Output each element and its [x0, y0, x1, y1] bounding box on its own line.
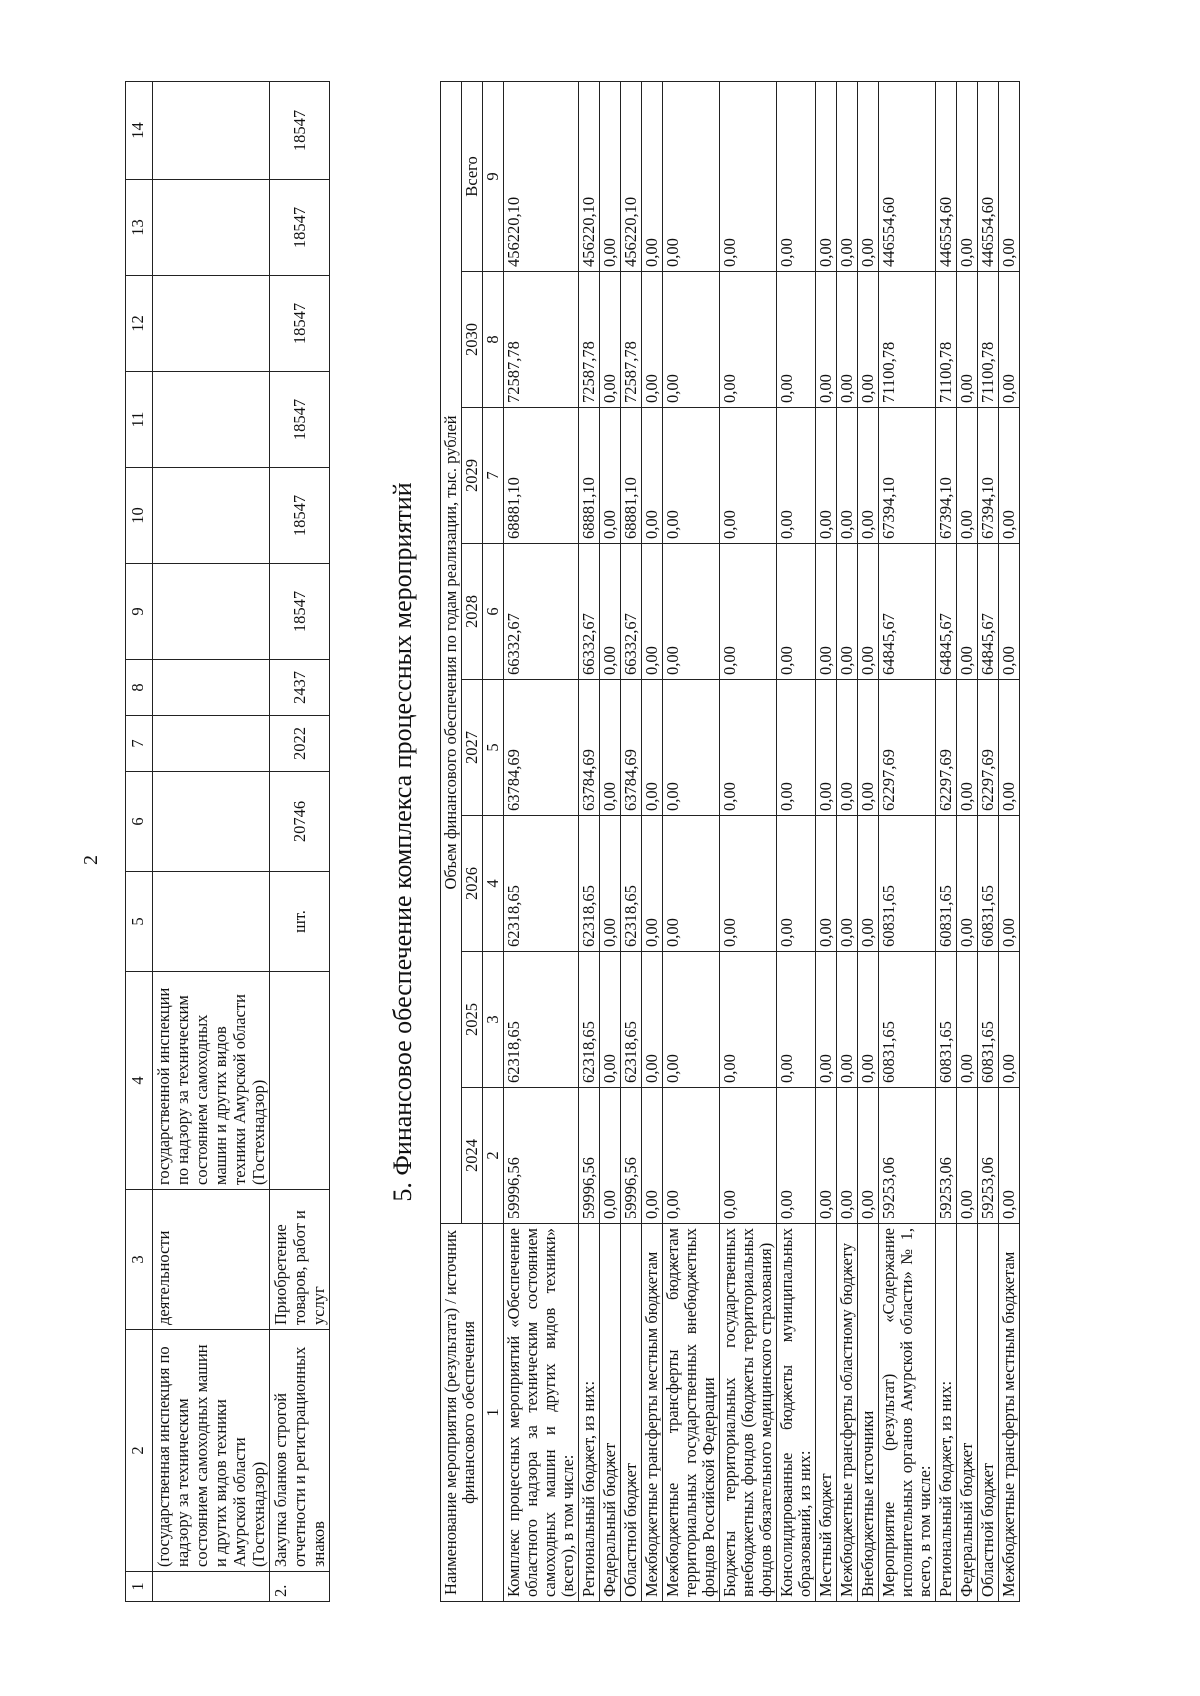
table-row — [999, 81, 1020, 1601]
row-number-cell: 2. — [270, 1572, 330, 1602]
row-value-cell: 59996,56 — [621, 1088, 642, 1224]
row-value-cell: 0,00 — [642, 81, 663, 271]
table-row — [270, 82, 330, 1602]
row-value-cell: 62318,65 — [579, 952, 600, 1088]
row-value-cell: 0,00 — [957, 544, 978, 680]
row-value-cell: 0,00 — [837, 680, 858, 816]
year-header-cell: 2025 — [462, 952, 483, 1088]
row-value-cell: 0,00 — [777, 408, 816, 544]
row-value-cell: 0,00 — [600, 952, 621, 1088]
column-number-cell: 6 — [483, 544, 504, 680]
column-number-cell: 3 — [483, 952, 504, 1088]
row-type-cell: Приобретение товаров, работ и услуг — [270, 1190, 330, 1330]
row-value-cell: 0,00 — [642, 544, 663, 680]
row-value-cell: 62297,69 — [936, 680, 957, 816]
row-value-cell: 456220,10 — [579, 81, 600, 271]
row-value-cell: 0,00 — [858, 544, 879, 680]
row-value-cell — [153, 82, 270, 180]
row-value-cell: 0,00 — [663, 952, 720, 1088]
row-value-cell: 0,00 — [837, 408, 858, 544]
row-value-cell: 2022 — [270, 716, 330, 772]
row-value-cell: 63784,69 — [579, 680, 600, 816]
row-value-cell: 71100,78 — [936, 272, 957, 408]
table-row — [720, 81, 777, 1601]
row-value-cell: 62318,65 — [621, 952, 642, 1088]
row-value-cell: 71100,78 — [978, 272, 999, 408]
row-value-cell: 64845,67 — [936, 544, 957, 680]
row-value-cell: 0,00 — [600, 1088, 621, 1224]
column-number-cell: 4 — [483, 816, 504, 952]
row-value-cell: 66332,67 — [504, 544, 579, 680]
row-value-cell: 0,00 — [999, 408, 1020, 544]
row-value-cell: 0,00 — [600, 81, 621, 271]
row-value-cell: 0,00 — [999, 952, 1020, 1088]
row-value-cell: 60831,65 — [879, 816, 936, 952]
year-header-cell: 2027 — [462, 680, 483, 816]
row-value-cell: 0,00 — [600, 680, 621, 816]
row-value-cell: 0,00 — [816, 952, 837, 1088]
row-value-cell: 446554,60 — [879, 81, 936, 271]
indicators-table — [125, 81, 330, 1602]
table-row — [504, 81, 579, 1601]
row-value-cell — [153, 180, 270, 276]
row-value-cell: 66332,67 — [579, 544, 600, 680]
row-value-cell: 0,00 — [720, 408, 777, 544]
financing-table — [440, 81, 1020, 1602]
row-value-cell — [153, 716, 270, 772]
row-value-cell: 66332,67 — [621, 544, 642, 680]
row-value-cell: 0,00 — [858, 952, 879, 1088]
table-row — [600, 81, 621, 1601]
row-value-cell: 0,00 — [999, 816, 1020, 952]
column-number-cell: 4 — [126, 972, 153, 1190]
row-value-cell: 2437 — [270, 660, 330, 716]
row-name-cell: Областной бюджет — [621, 1224, 642, 1602]
row-value-cell: 68881,10 — [621, 408, 642, 544]
row-value-cell: 0,00 — [858, 272, 879, 408]
row-value-cell: 0,00 — [957, 816, 978, 952]
row-value-cell: 0,00 — [816, 680, 837, 816]
row-value-cell: 0,00 — [858, 408, 879, 544]
table-row — [837, 81, 858, 1601]
row-value-cell: 0,00 — [777, 272, 816, 408]
row-value-cell: 0,00 — [777, 680, 816, 816]
column-number-cell: 2 — [483, 1088, 504, 1224]
row-value-cell: 0,00 — [720, 1088, 777, 1224]
table-row — [936, 81, 957, 1601]
table-row — [816, 81, 837, 1601]
column-numbers-row — [483, 81, 504, 1601]
table-row — [642, 81, 663, 1601]
row-value-cell: 0,00 — [642, 1088, 663, 1224]
page-number: 2 — [80, 855, 102, 865]
row-value-cell: 0,00 — [999, 680, 1020, 816]
column-number-cell: 14 — [126, 82, 153, 180]
row-name-cell: Федеральный бюджет — [600, 1224, 621, 1602]
row-value-cell: 456220,10 — [504, 81, 579, 271]
row-name-cell: Региональный бюджет, из них: — [579, 1224, 600, 1602]
row-value-cell: 0,00 — [858, 81, 879, 271]
year-header-cell: 2029 — [462, 408, 483, 544]
row-unit-cell: шт. — [270, 872, 330, 972]
row-value-cell: 456220,10 — [621, 81, 642, 271]
row-value-cell: 0,00 — [777, 81, 816, 271]
row-value-cell: 0,00 — [816, 816, 837, 952]
row-value-cell: 446554,60 — [978, 81, 999, 271]
row-value-cell: 18547 — [270, 82, 330, 180]
row-value-cell: 59253,06 — [879, 1088, 936, 1224]
column-number-cell: 5 — [483, 680, 504, 816]
row-name-cell: Межбюджетные трансферты местным бюджетам — [642, 1224, 663, 1602]
table-row — [579, 81, 600, 1601]
row-value-cell: 60831,65 — [978, 816, 999, 952]
row-value-cell: 64845,67 — [879, 544, 936, 680]
row-value-cell: 0,00 — [837, 1088, 858, 1224]
row-value-cell: 68881,10 — [579, 408, 600, 544]
row-value-cell: 0,00 — [816, 544, 837, 680]
row-value-cell: 0,00 — [720, 544, 777, 680]
row-value-cell: 446554,60 — [936, 81, 957, 271]
row-value-cell: 18547 — [270, 180, 330, 276]
row-name-cell: Консолидированные бюджеты муниципальных образований, из них: — [777, 1224, 816, 1602]
year-header-cell: Всего — [462, 81, 483, 271]
row-value-cell: 67394,10 — [978, 408, 999, 544]
row-value-cell: 0,00 — [600, 816, 621, 952]
row-value-cell: 0,00 — [720, 272, 777, 408]
column-number-cell: 5 — [126, 872, 153, 972]
row-value-cell: 0,00 — [720, 816, 777, 952]
row-value-cell: 0,00 — [858, 1088, 879, 1224]
row-name-cell: Бюджеты территориальных государственных внебюджетных фондов (бюджеты территориальных фондов обязательного медицинского страхования) — [720, 1224, 777, 1602]
row-value-cell: 0,00 — [777, 544, 816, 680]
header-volume-cell: Объем финансового обеспечения по годам реализации, тыс. рублей — [441, 81, 462, 1223]
row-value-cell — [153, 468, 270, 564]
row-value-cell: 63784,69 — [504, 680, 579, 816]
row-value-cell: 71100,78 — [879, 272, 936, 408]
column-number-cell: 3 — [126, 1190, 153, 1330]
row-name-cell: Областной бюджет — [978, 1224, 999, 1602]
row-value-cell: 0,00 — [816, 272, 837, 408]
row-value-cell: 59996,56 — [579, 1088, 600, 1224]
row-value-cell: 60831,65 — [879, 952, 936, 1088]
row-value-cell: 62297,69 — [879, 680, 936, 816]
row-value-cell: 0,00 — [663, 816, 720, 952]
row-name-cell: Межбюджетные трансферты бюджетам территориальных государственных внебюджетных фондов Российской Федерации — [663, 1224, 720, 1602]
column-number-cell: 1 — [483, 1224, 504, 1602]
column-number-cell: 9 — [483, 81, 504, 271]
row-value-cell: 59253,06 — [936, 1088, 957, 1224]
row-value-cell: 0,00 — [642, 952, 663, 1088]
row-name-cell: Местный бюджет — [816, 1224, 837, 1602]
column-number-cell: 2 — [126, 1330, 153, 1572]
row-value-cell: 0,00 — [837, 816, 858, 952]
row-value-cell: 0,00 — [999, 1088, 1020, 1224]
row-unit-cell — [153, 872, 270, 972]
table-row — [957, 81, 978, 1601]
row-value-cell: 0,00 — [957, 272, 978, 408]
row-name-cell: Комплекс процессных мероприятий «Обеспечение областного надзора за техническим состоянием самоходных машин и других видов техники» (всего), в том числе: — [504, 1224, 579, 1602]
table-row — [777, 81, 816, 1601]
row-value-cell: 0,00 — [663, 544, 720, 680]
year-header-cell: 2030 — [462, 272, 483, 408]
row-value-cell: 0,00 — [663, 408, 720, 544]
row-value-cell: 67394,10 — [936, 408, 957, 544]
row-value-cell: 63784,69 — [621, 680, 642, 816]
row-value-cell: 72587,78 — [504, 272, 579, 408]
table-row — [153, 82, 270, 1602]
row-value-cell: 0,00 — [777, 952, 816, 1088]
row-value-cell: 18547 — [270, 564, 330, 660]
row-value-cell: 0,00 — [777, 1088, 816, 1224]
row-value-cell: 0,00 — [600, 544, 621, 680]
column-number-cell: 13 — [126, 180, 153, 276]
column-numbers-row — [126, 82, 153, 1602]
row-value-cell: 0,00 — [816, 1088, 837, 1224]
row-name-cell: Закупка бланков строгой отчетности и регистрационных знаков — [270, 1330, 330, 1572]
row-value-cell: 62318,65 — [504, 816, 579, 952]
row-value-cell: 62318,65 — [579, 816, 600, 952]
row-value-cell: 0,00 — [837, 272, 858, 408]
row-value-cell: 0,00 — [642, 680, 663, 816]
row-value-cell: 0,00 — [642, 816, 663, 952]
row-number-cell — [153, 1572, 270, 1602]
table-row — [879, 81, 936, 1601]
table-row — [858, 81, 879, 1601]
row-value-cell: 0,00 — [777, 816, 816, 952]
year-header-cell: 2024 — [462, 1088, 483, 1224]
column-number-cell: 12 — [126, 276, 153, 372]
row-value-cell: 60831,65 — [978, 952, 999, 1088]
row-value-cell: 59996,56 — [504, 1088, 579, 1224]
column-number-cell: 7 — [483, 408, 504, 544]
column-number-cell: 1 — [126, 1572, 153, 1602]
row-value-cell: 0,00 — [957, 1088, 978, 1224]
column-number-cell: 11 — [126, 372, 153, 468]
row-name-cell: Федеральный бюджет — [957, 1224, 978, 1602]
row-value-cell: 0,00 — [816, 408, 837, 544]
row-value-cell: 0,00 — [999, 544, 1020, 680]
row-value-cell: 0,00 — [600, 408, 621, 544]
row-name-cell: Мероприятие (результат) «Содержание исполнительных органов Амурской области» № 1, всего, в том числе: — [879, 1224, 936, 1602]
row-name-cell: Межбюджетные трансферты областному бюджету — [837, 1224, 858, 1602]
column-number-cell: 8 — [126, 660, 153, 716]
year-header-cell: 2026 — [462, 816, 483, 952]
row-value-cell — [153, 772, 270, 872]
year-header-cell: 2028 — [462, 544, 483, 680]
row-name-cell: Внебюджетные источники — [858, 1224, 879, 1602]
row-name-cell: Межбюджетные трансферты местным бюджетам — [999, 1224, 1020, 1602]
row-name-cell: Региональный бюджет, из них: — [936, 1224, 957, 1602]
column-number-cell: 10 — [126, 468, 153, 564]
row-value-cell: 0,00 — [720, 81, 777, 271]
row-value-cell: 0,00 — [957, 81, 978, 271]
header-name-cell: Наименование мероприятия (результата) / источник финансового обеспечения — [441, 1224, 483, 1602]
row-responsible-cell — [270, 972, 330, 1190]
row-value-cell: 60831,65 — [936, 952, 957, 1088]
row-value-cell: 60831,65 — [936, 816, 957, 952]
row-name-cell: (государственная инспекция по надзору за техническим состоянием самоходных машин и других видов техники Амурской области (Гостехнадзор) — [153, 1330, 270, 1572]
row-value-cell: 0,00 — [957, 952, 978, 1088]
row-value-cell: 0,00 — [663, 680, 720, 816]
row-value-cell: 0,00 — [858, 816, 879, 952]
row-value-cell: 18547 — [270, 468, 330, 564]
row-value-cell: 0,00 — [600, 272, 621, 408]
row-value-cell: 68881,10 — [504, 408, 579, 544]
row-value-cell: 0,00 — [720, 952, 777, 1088]
row-value-cell — [153, 276, 270, 372]
row-value-cell: 0,00 — [663, 1088, 720, 1224]
row-value-cell: 0,00 — [642, 272, 663, 408]
row-value-cell: 0,00 — [663, 81, 720, 271]
row-value-cell: 0,00 — [957, 408, 978, 544]
row-value-cell — [153, 564, 270, 660]
row-value-cell: 67394,10 — [879, 408, 936, 544]
row-value-cell: 0,00 — [816, 81, 837, 271]
row-value-cell: 18547 — [270, 372, 330, 468]
row-value-cell: 64845,67 — [978, 544, 999, 680]
table-row — [621, 81, 642, 1601]
row-type-cell: деятельности — [153, 1190, 270, 1330]
row-value-cell: 62318,65 — [621, 816, 642, 952]
rotated-sheet — [20, 50, 1120, 1650]
row-value-cell: 0,00 — [858, 680, 879, 816]
row-responsible-cell: государственной инспекции по надзору за техническим состоянием самоходных машин и других видов техники Амурской области (Гостехнадзор) — [153, 972, 270, 1190]
row-value-cell: 0,00 — [837, 544, 858, 680]
row-value-cell — [153, 660, 270, 716]
row-value-cell: 0,00 — [837, 81, 858, 271]
table-row — [978, 81, 999, 1601]
row-value-cell: 0,00 — [720, 680, 777, 816]
row-value-cell: 0,00 — [957, 680, 978, 816]
row-value-cell: 18547 — [270, 276, 330, 372]
row-value-cell: 0,00 — [642, 408, 663, 544]
row-value-cell: 72587,78 — [621, 272, 642, 408]
column-number-cell: 6 — [126, 772, 153, 872]
row-value-cell: 62318,65 — [504, 952, 579, 1088]
column-number-cell: 8 — [483, 272, 504, 408]
column-number-cell: 9 — [126, 564, 153, 660]
row-value-cell: 72587,78 — [579, 272, 600, 408]
row-value-cell: 0,00 — [663, 272, 720, 408]
row-value-cell: 0,00 — [999, 81, 1020, 271]
column-number-cell: 7 — [126, 716, 153, 772]
row-value-cell: 20746 — [270, 772, 330, 872]
row-value-cell: 62297,69 — [978, 680, 999, 816]
row-value-cell — [153, 372, 270, 468]
section-title: 5. Финансовое обеспечение комплекса процессных мероприятий — [388, 482, 417, 1202]
row-value-cell: 0,00 — [999, 272, 1020, 408]
row-value-cell: 0,00 — [837, 952, 858, 1088]
row-value-cell: 59253,06 — [978, 1088, 999, 1224]
table-row — [663, 81, 720, 1601]
